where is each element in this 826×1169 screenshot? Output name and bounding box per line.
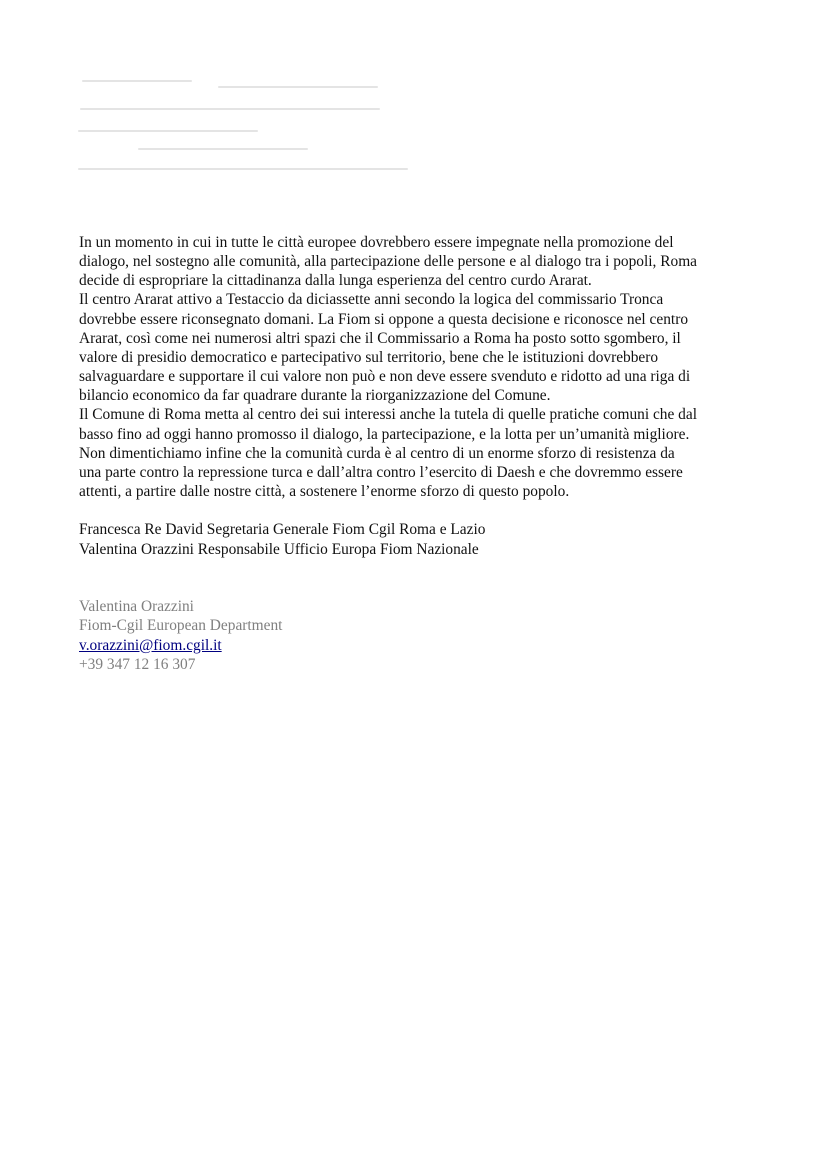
faded-letterhead [78, 72, 418, 182]
signature-line: Francesca Re David Segretaria Generale Fiom Cgil Roma e Lazio [79, 521, 486, 538]
body-line: Ararat, così come nei numerosi altri spazi che il Commissario a Roma ha posto sotto sgombero, il [79, 329, 681, 347]
body-line: dovrebbe essere riconsegnato domani. La Fiom si oppone a questa decisione e riconosce nel centro [79, 310, 689, 328]
signature-block [79, 520, 485, 560]
body-line: In un momento in cui in tutte le città europee dovrebbero essere impegnate nella promozione del [79, 234, 674, 251]
body-line: basso fino ad oggi hanno promosso il dialogo, la partecipazione, e la lotta per un’umanità migliore. [79, 425, 690, 443]
body-line: decide di espropriare la cittadinanza dalla lunga esperienza del centro curdo Ararat. [79, 272, 592, 290]
letter-body [79, 233, 759, 501]
contact-name: Valentina Orazzini [79, 598, 194, 615]
body-line: valore di presidio democratico e partecipativo sul territorio, bene che le istituzioni dovrebbero [79, 348, 659, 366]
body-line: bilancio economico da far quadrare durante la riorganizzazione del Comune. [79, 387, 551, 405]
signature-line: Valentina Orazzini Responsabile Ufficio Europa Fiom Nazionale [79, 541, 479, 558]
body-line: una parte contro la repressione turca e dall’altra contro l’esercito di Daesh e che dovremmo essere [79, 463, 683, 481]
contact-phone: +39 347 12 16 307 [79, 655, 196, 673]
body-line: salvaguardare e supportare il cui valore non può e non deve essere svenduto e ridotto ad una riga di [79, 368, 691, 386]
body-line: Non dimentichiamo infine che la comunità curda è al centro di un enorme sforzo di resistenza da [79, 444, 675, 462]
email-link[interactable]: v.orazzini@fiom.cgil.it [79, 636, 222, 654]
contact-department: Fiom-Cgil European Department [79, 617, 283, 635]
body-line: Il Comune di Roma metta al centro dei sui interessi anche la tutela di quelle pratiche comuni che dal [79, 406, 697, 424]
body-line: attenti, a partire dalle nostre città, a sostenere l’enorme sforzo di questo popolo. [79, 483, 570, 501]
body-line: dialogo, nel sostegno alle comunità, alla partecipazione delle persone e al dialogo tra i popoli, Roma [79, 253, 697, 271]
contact-block [79, 597, 282, 674]
body-line: Il centro Ararat attivo a Testaccio da diciassette anni secondo la logica del commissario Tronca [79, 291, 664, 309]
